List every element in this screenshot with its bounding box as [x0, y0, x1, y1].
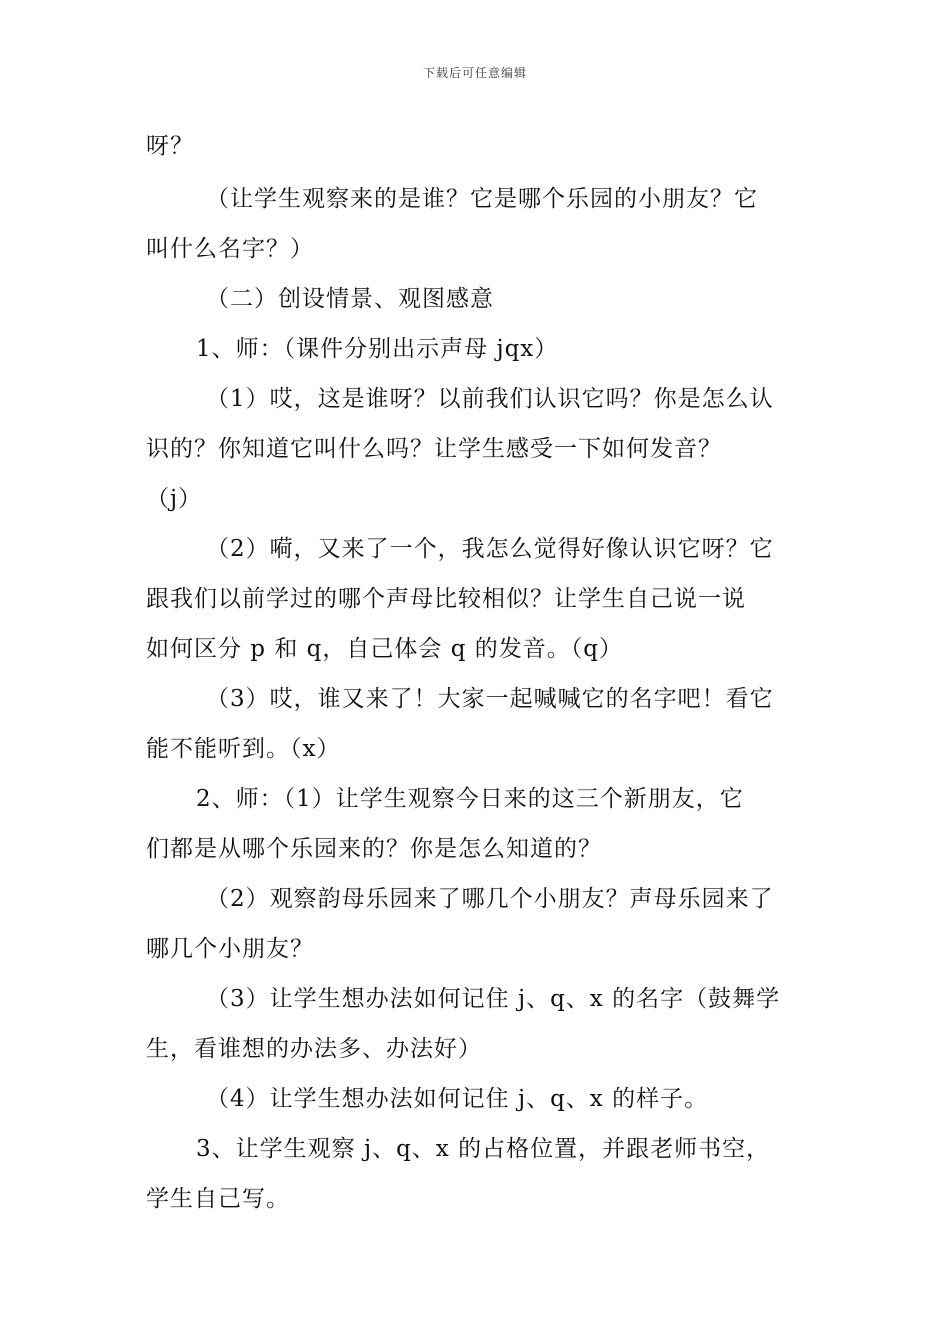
text-line: （2）观察韵母乐园来了哪几个小朋友？声母乐园来了: [206, 886, 774, 912]
text-line: 识的？你知道它叫什么吗？让学生感受一下如何发音？: [146, 436, 722, 462]
text-line: 1、师：（课件分别出示声母 jqx）: [196, 336, 559, 362]
text-line: （二）创设情景、观图感意: [206, 286, 494, 312]
text-line: 跟我们以前学过的哪个声母比较相似？让学生自己说一说: [146, 586, 746, 612]
text-line: （让学生观察来的是谁？它是哪个乐园的小朋友？它: [206, 186, 758, 212]
text-line: 3、让学生观察 j、q、x 的占格位置，并跟老师书空，: [196, 1136, 771, 1162]
text-line: （4）让学生想办法如何记住 j、q、x 的样子。: [206, 1086, 709, 1112]
text-line: 叫什么名字？）: [146, 236, 314, 262]
text-line: 呀？: [146, 133, 194, 159]
text-line: 生，看谁想的办法多、办法好）: [146, 1036, 482, 1062]
text-line: 哪几个小朋友？: [146, 936, 314, 962]
text-line: （j）: [146, 486, 203, 512]
text-line: （2）嗬，又来了一个，我怎么觉得好像认识它呀？它: [206, 536, 774, 562]
text-line: 如何区分 p 和 q，自己体会 q 的发音。（q）: [146, 636, 623, 662]
text-line: 们都是从哪个乐园来的？你是怎么知道的？: [146, 836, 602, 862]
text-line: 2、师：（1）让学生观察今日来的这三个新朋友，它: [196, 786, 744, 812]
page-header: 下载后可任意编辑: [422, 66, 527, 80]
text-line: 学生自己写。: [146, 1186, 290, 1212]
text-line: （3）哎，谁又来了！大家一起喊喊它的名字吧！看它: [206, 686, 774, 712]
text-line: （1）哎，这是谁呀？以前我们认识它吗？你是怎么认: [206, 386, 774, 412]
text-line: （3）让学生想办法如何记住 j、q、x 的名字（鼓舞学: [206, 986, 781, 1012]
text-line: 能不能听到。（x）: [146, 736, 341, 762]
